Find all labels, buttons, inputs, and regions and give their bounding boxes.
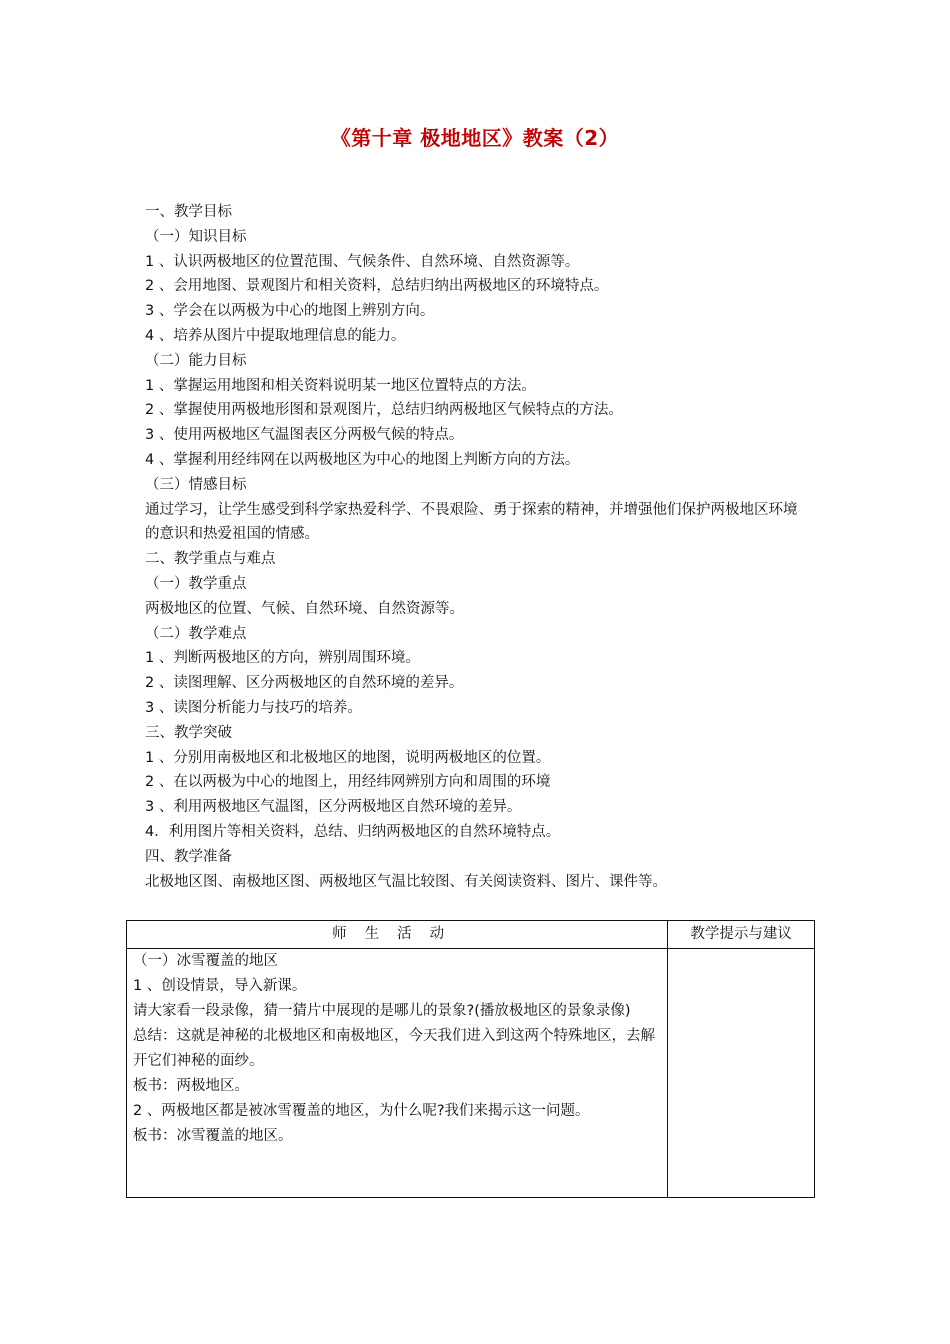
- list-item: 2 、掌握使用两极地形图和景观图片，总结归纳两极地区气候特点的方法。: [145, 402, 623, 419]
- document-title: 《第十章 极地地区》教案（2）: [330, 126, 620, 150]
- table-line: 板书：冰雪覆盖的地区。: [133, 1128, 293, 1144]
- tips-cell: [668, 949, 815, 1198]
- list-item: 3 、读图分析能力与技巧的培养。: [145, 699, 362, 716]
- activity-cell: [127, 949, 668, 1198]
- list-item: 2 、在以两极为中心的地图上，用经纬网辨别方向和周围的环境: [145, 774, 551, 791]
- list-item: 4．利用图片等相关资料，总结、归纳两极地区的自然环境特点。: [145, 823, 561, 840]
- header-teaching-tips: 教学提示与建议: [668, 921, 815, 949]
- list-item: 4 、掌握利用经纬网在以两极地区为中心的地图上判断方向的方法。: [145, 451, 580, 468]
- section-heading: 一、教学目标: [145, 204, 232, 220]
- table-line: 板书：两极地区。: [133, 1078, 249, 1094]
- section-heading: 四、教学准备: [145, 848, 232, 865]
- subsection-heading: （二）能力目标: [145, 352, 247, 369]
- paragraph: 通过学习，让学生感受到科学家热爱科学、不畏艰险、勇于探索的精神，并增强他们保护两极地区环境的意识和热爱祖国的情感。: [145, 501, 798, 543]
- table-row: [127, 949, 815, 1198]
- table-line: 2 、两极地区都是被冰雪覆盖的地区，为什么呢?我们来揭示这一问题。: [133, 1103, 590, 1119]
- table-line: 1 、创设情景，导入新课。: [133, 978, 307, 994]
- document-body: [145, 200, 810, 894]
- paragraph: 北极地区图、南极地区图、两极地区气温比较图、有关阅读资料、图片、课件等。: [145, 873, 667, 890]
- table-header-row: [127, 921, 815, 949]
- list-item: 1 、分别用南极地区和北极地区的地图，说明两极地区的位置。: [145, 749, 551, 766]
- paragraph: 两极地区的位置、气候、自然环境、自然资源等。: [145, 600, 464, 617]
- list-item: 4 、培养从图片中提取地理信息的能力。: [145, 327, 406, 344]
- list-item: 2 、读图理解、区分两极地区的自然环境的差异。: [145, 675, 464, 692]
- section-heading: 二、教学重点与难点: [145, 551, 276, 568]
- header-teacher-student-activity: 师生活动: [127, 921, 668, 949]
- list-item: 1 、认识两极地区的位置范围、气候条件、自然环境、自然资源等。: [145, 253, 580, 270]
- teaching-activity-table: [126, 920, 815, 1198]
- subsection-heading: （三）情感目标: [145, 476, 247, 493]
- table-line: 总结：这就是神秘的北极地区和南极地区，今天我们进入到这两个特殊地区，去解开它们神秘的面纱。: [133, 1028, 655, 1069]
- list-item: 3 、学会在以两极为中心的地图上辨别方向。: [145, 303, 435, 320]
- subsection-heading: （一）知识目标: [145, 228, 247, 245]
- section-heading: 三、教学突破: [145, 724, 232, 741]
- table-line: （一）冰雪覆盖的地区: [133, 953, 278, 969]
- list-item: 1 、掌握运用地图和相关资料说明某一地区位置特点的方法。: [145, 377, 536, 394]
- subsection-heading: （二）教学难点: [145, 625, 247, 642]
- list-item: 3 、利用两极地区气温图，区分两极地区自然环境的差异。: [145, 799, 522, 816]
- list-item: 3 、使用两极地区气温图表区分两极气候的特点。: [145, 427, 464, 444]
- list-item: 1 、判断两极地区的方向，辨别周围环境。: [145, 650, 420, 667]
- table-line: 请大家看一段录像，猜一猜片中展现的是哪儿的景象?(播放极地区的景象录像): [133, 1003, 631, 1019]
- subsection-heading: （一）教学重点: [145, 575, 247, 592]
- list-item: 2 、会用地图、景观图片和相关资料，总结归纳出两极地区的环境特点。: [145, 278, 609, 295]
